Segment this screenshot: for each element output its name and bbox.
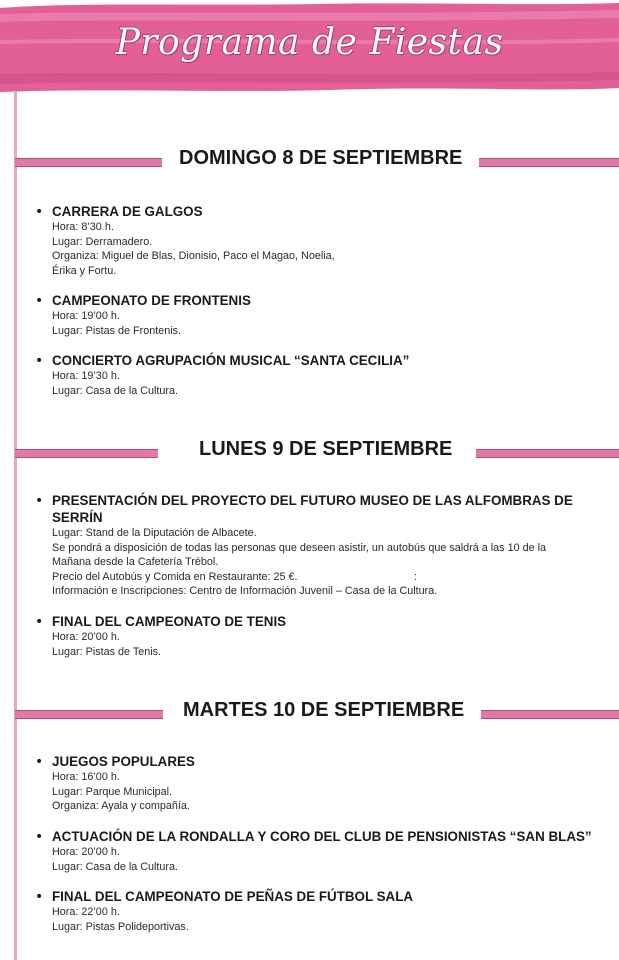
- left-margin-line: [14, 92, 17, 960]
- bullet-icon: •: [35, 889, 44, 905]
- bullet-icon: •: [35, 614, 44, 630]
- event-item: [35, 203, 610, 278]
- event-title: JUEGOS POPULARES: [52, 754, 195, 769]
- event-detail: Hora: 22’00 h.: [52, 906, 120, 918]
- stray-colon: :: [414, 570, 417, 583]
- event-title: FINAL DEL CAMPEONATO DE PEÑAS DE FÚTBOL SALA: [52, 889, 414, 904]
- day-label: LUNES 9 DE SEPTIEMBRE: [199, 438, 453, 460]
- event-detail: Información e Inscripciones: Centro de Información Juvenil – Casa de la Cultura.: [52, 585, 438, 597]
- event-item: [35, 492, 610, 599]
- event-detail: Se pondrá a disposición de todas las personas que deseen asistir, un autobús que saldrá a las 10 de la: [52, 541, 546, 554]
- event-detail: Hora: 19’00 h.: [52, 310, 120, 322]
- header-bar-left: [15, 449, 158, 458]
- event-detail: Lugar: Pistas de Frontenis.: [52, 324, 182, 337]
- header-bar-right: [481, 710, 619, 719]
- header-bar-left: [15, 710, 163, 719]
- event-detail: Hora: 20’00 h.: [52, 631, 120, 643]
- day-header-lunes: [0, 438, 619, 468]
- event-item: [35, 828, 610, 874]
- bullet-icon: •: [35, 204, 44, 220]
- price-text: Precio del Autobús y Comida en Restaurante: 25 €.: [52, 570, 298, 583]
- event-detail: Hora: 20’00 h.: [52, 846, 120, 858]
- event-detail: Lugar: Pistas de Tenis.: [52, 645, 162, 658]
- event-detail: Lugar: Pistas Polideportivas.: [52, 920, 189, 933]
- bullet-icon: •: [35, 829, 44, 845]
- event-item: [35, 292, 610, 338]
- bullet-icon: •: [35, 293, 44, 309]
- header-bar-right: [476, 449, 619, 458]
- bullet-icon: •: [35, 493, 44, 509]
- header-bar-left: [15, 158, 162, 167]
- event-detail: Hora: 19’30 h.: [52, 370, 120, 382]
- event-detail: Lugar: Derramadero.: [52, 235, 153, 248]
- day-header-martes: [0, 699, 619, 729]
- event-item: [35, 888, 610, 934]
- day-label: MARTES 10 DE SEPTIEMBRE: [183, 699, 465, 721]
- page-title: Programa de Fiestas: [115, 22, 504, 63]
- event-detail: Hora: 16’00 h.: [52, 771, 120, 783]
- event-item: [35, 613, 610, 659]
- event-detail: Lugar: Parque Municipal.: [52, 785, 173, 798]
- event-item: [35, 753, 610, 814]
- bullet-icon: •: [35, 754, 44, 770]
- event-item: [35, 352, 610, 398]
- bullet-icon: •: [35, 353, 44, 369]
- event-title: CARRERA DE GALGOS: [52, 204, 203, 219]
- event-detail: Érika y Fortu.: [52, 264, 117, 277]
- title-banner: [0, 0, 619, 96]
- event-detail: Organiza: Ayala y compañía.: [52, 800, 190, 812]
- day-header-domingo: [0, 147, 619, 177]
- event-detail: Organiza: Miguel de Blas, Dionisio, Paco el Magao, Noelia,: [52, 250, 335, 262]
- event-detail: Lugar: Casa de la Cultura.: [52, 384, 179, 397]
- event-title: PRESENTACIÓN DEL PROYECTO DEL FUTURO MUSEO DE LAS ALFOMBRAS DE SERRÍN: [52, 493, 573, 525]
- event-detail: Lugar: Stand de la Diputación de Albacete.: [52, 527, 257, 539]
- event-detail-price: [52, 570, 607, 585]
- event-title: CAMPEONATO DE FRONTENIS: [52, 293, 251, 308]
- day-label: DOMINGO 8 DE SEPTIEMBRE: [179, 147, 463, 169]
- event-detail: Lugar: Casa de la Cultura.: [52, 860, 179, 873]
- event-detail: Hora: 8’30 h.: [52, 221, 114, 233]
- header-bar-right: [479, 158, 619, 167]
- event-title: FINAL DEL CAMPEONATO DE TENIS: [52, 614, 287, 629]
- event-detail: Mañana desde la Cafetería Trébol.: [52, 556, 219, 568]
- event-title: ACTUACIÓN DE LA RONDALLA Y CORO DEL CLUB DE PENSIONISTAS “SAN BLAS”: [52, 829, 592, 844]
- event-title: CONCIERTO AGRUPACIÓN MUSICAL “SANTA CECILIA”: [52, 353, 410, 368]
